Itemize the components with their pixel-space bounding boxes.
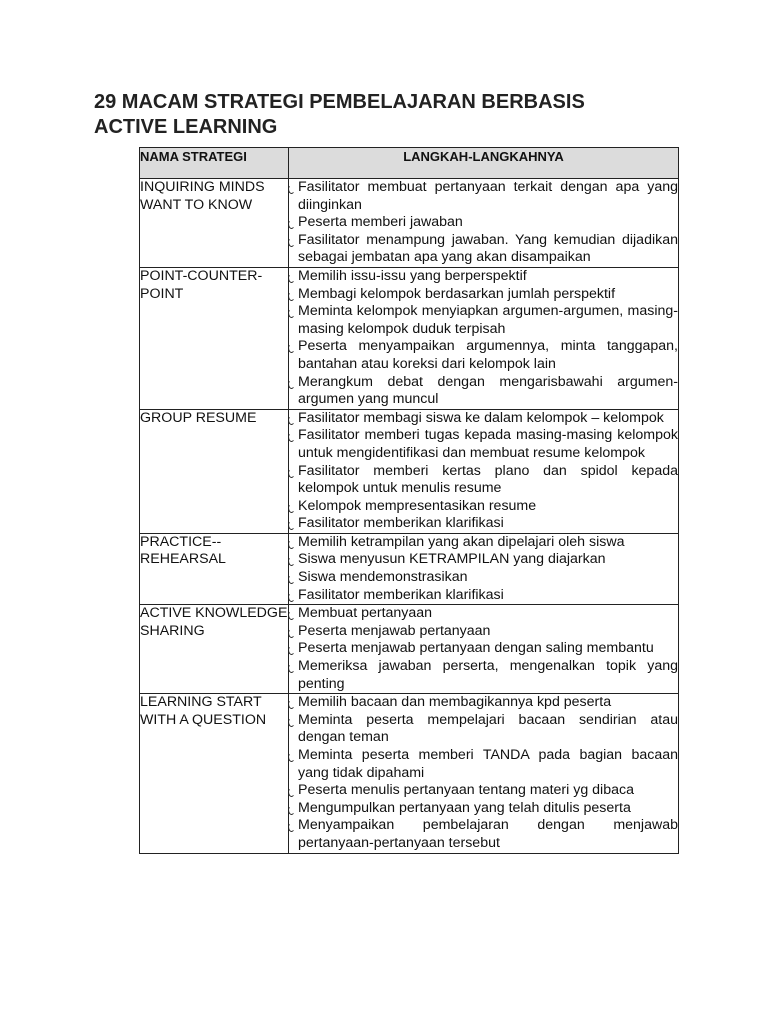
strategy-steps xyxy=(289,605,679,694)
bullet-icon xyxy=(288,540,295,549)
bullet-icon xyxy=(288,469,295,478)
step-text: Meminta kelompok menyiapkan argumen-argumen, masing-masing kelompok duduk terpisah xyxy=(298,303,678,337)
list-item xyxy=(289,498,678,516)
bullet-icon xyxy=(288,521,295,530)
step-text: Fasilitator memberi kertas plano dan spidol kepada kelompok untuk menulis resume xyxy=(298,462,678,497)
strategy-name: INQUIRING MINDS WANT TO KNOW xyxy=(140,179,289,268)
list-item xyxy=(289,747,678,782)
table-header-row xyxy=(140,148,679,179)
bullet-icon xyxy=(288,238,295,247)
strategy-steps xyxy=(289,533,679,604)
bullet-icon xyxy=(288,504,295,513)
step-text: Peserta memberi jawaban xyxy=(298,214,463,231)
list-item xyxy=(289,800,678,818)
bullet-icon xyxy=(288,646,295,655)
step-text: Fasilitator memberikan klarifikasi xyxy=(298,515,504,532)
step-text: Fasilitator membagi siswa ke dalam kelompok – kelompok xyxy=(298,409,664,426)
bullet-icon xyxy=(288,718,295,727)
list-item xyxy=(289,232,678,267)
step-text: Peserta menjawab pertanyaan xyxy=(298,622,491,639)
step-text: Fasilitator menampung jawaban. Yang kemudian dijadikan sebagai jembatan apa yang akan disampaikan xyxy=(298,231,678,266)
header-nama-strategi: NAMA STRATEGI xyxy=(140,148,289,179)
step-text: Memeriksa jawaban perserta, mengenalkan topik yang penting xyxy=(298,658,678,692)
steps-list xyxy=(289,534,678,604)
bullet-icon xyxy=(288,416,295,425)
list-item xyxy=(289,338,678,373)
steps-list xyxy=(289,410,678,533)
title-line-1: 29 MACAM STRATEGI PEMBELAJARAN BERBASIS xyxy=(94,91,585,113)
bullet-icon xyxy=(288,292,295,301)
bullet-icon xyxy=(288,629,295,638)
step-text: Membuat pertanyaan xyxy=(298,605,433,622)
strategy-name: POINT-COUNTER-POINT xyxy=(140,267,289,409)
bullet-icon xyxy=(288,700,295,709)
list-item xyxy=(289,658,678,693)
step-text: Peserta menulis pertanyaan tentang materi yg dibaca xyxy=(298,782,634,799)
list-item xyxy=(289,534,678,552)
bullet-icon xyxy=(288,274,295,283)
strategy-steps xyxy=(289,694,679,853)
bullet-icon xyxy=(288,806,295,815)
step-text: Siswa mendemonstrasikan xyxy=(298,569,468,586)
strategy-name: GROUP RESUME xyxy=(140,409,289,533)
bullet-icon xyxy=(288,220,295,229)
step-text: Fasilitator memberikan klarifikasi xyxy=(298,586,504,603)
table-row xyxy=(140,409,679,533)
table-row xyxy=(140,533,679,604)
bullet-icon xyxy=(288,788,295,797)
page-title xyxy=(94,90,694,140)
bullet-icon xyxy=(288,611,295,620)
strategy-steps xyxy=(289,267,679,409)
list-item xyxy=(289,179,678,214)
list-item xyxy=(289,551,678,569)
bullet-icon xyxy=(288,344,295,353)
bullet-icon xyxy=(288,557,295,566)
list-item xyxy=(289,623,678,641)
step-text: Fasilitator membuat pertanyaan terkait dengan apa yang diinginkan xyxy=(298,179,678,213)
list-item xyxy=(289,782,678,800)
list-item xyxy=(289,640,678,658)
list-item xyxy=(289,817,678,852)
bullet-icon xyxy=(288,593,295,602)
strategy-name: ACTIVE KNOWLEDGE SHARING xyxy=(140,605,289,694)
list-item xyxy=(289,410,678,428)
bullet-icon xyxy=(288,753,295,762)
strategy-steps xyxy=(289,179,679,268)
list-item xyxy=(289,463,678,498)
list-item xyxy=(289,515,678,533)
step-text: Fasilitator memberi tugas kepada masing-masing kelompok untuk mengidentifikasi dan membuat resume kelompok xyxy=(298,427,678,461)
list-item xyxy=(289,712,678,747)
list-item xyxy=(289,268,678,286)
step-text: Memilih issu-issu yang berperspektif xyxy=(298,267,527,284)
list-item xyxy=(289,694,678,712)
step-text: Mengumpulkan pertanyaan yang telah ditulis peserta xyxy=(298,799,631,816)
step-text: Membagi kelompok berdasarkan jumlah perspektif xyxy=(298,285,616,302)
header-langkah-langkahnya: LANGKAH-LANGKAHNYA xyxy=(289,148,679,179)
step-text: Siswa menyusun KETRAMPILAN yang diajarkan xyxy=(298,551,606,568)
bullet-icon xyxy=(288,575,295,584)
list-item xyxy=(289,286,678,304)
list-item xyxy=(289,374,678,409)
list-item xyxy=(289,587,678,605)
steps-list xyxy=(289,605,678,693)
list-item xyxy=(289,427,678,462)
step-text: Kelompok mempresentasikan resume xyxy=(298,497,537,514)
step-text: Menyampaikan pembelajaran dengan menjawab pertanyaan-pertanyaan tersebut xyxy=(298,817,678,851)
step-text: Meminta peserta memberi TANDA pada bagian bacaan yang tidak dipahami xyxy=(298,747,678,781)
steps-list xyxy=(289,179,678,267)
list-item xyxy=(289,214,678,232)
bullet-icon xyxy=(288,309,295,318)
steps-list xyxy=(289,694,678,852)
strategy-table xyxy=(139,147,679,854)
table-row xyxy=(140,267,679,409)
list-item xyxy=(289,303,678,338)
table-row xyxy=(140,179,679,268)
list-item xyxy=(289,605,678,623)
bullet-icon xyxy=(288,823,295,832)
strategy-steps xyxy=(289,409,679,533)
list-item xyxy=(289,569,678,587)
strategy-name: PRACTICE--REHEARSAL xyxy=(140,533,289,604)
steps-list xyxy=(289,268,678,409)
table-row xyxy=(140,694,679,853)
step-text: Meminta peserta mempelajari bacaan sendirian atau dengan teman xyxy=(298,711,678,746)
step-text: Memilih ketrampilan yang akan dipelajari oleh siswa xyxy=(298,533,625,550)
bullet-icon xyxy=(288,185,295,194)
step-text: Merangkum debat dengan mengarisbawahi argumen-argumen yang muncul xyxy=(298,373,678,408)
bullet-icon xyxy=(288,664,295,673)
bullet-icon xyxy=(288,380,295,389)
table-body xyxy=(140,179,679,854)
bullet-icon xyxy=(288,433,295,442)
step-text: Peserta menjawab pertanyaan dengan saling membantu xyxy=(298,640,654,657)
step-text: Memilih bacaan dan membagikannya kpd peserta xyxy=(298,694,612,711)
strategy-name: LEARNING START WITH A QUESTION xyxy=(140,694,289,853)
step-text: Peserta menyampaikan argumennya, minta tanggapan, bantahan atau koreksi dari kelompok lain xyxy=(298,338,678,372)
title-line-2: ACTIVE LEARNING xyxy=(94,116,278,138)
table-row xyxy=(140,605,679,694)
